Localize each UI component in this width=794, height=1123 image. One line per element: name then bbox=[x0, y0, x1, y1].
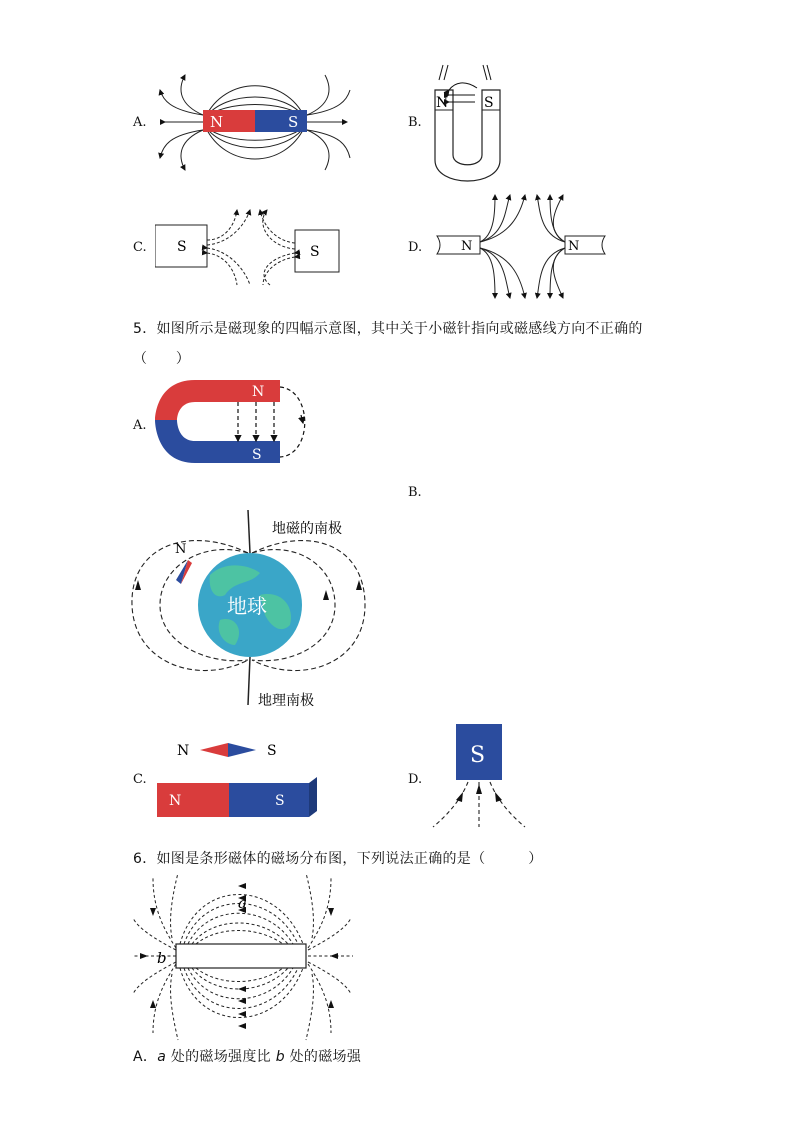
point-a-ref: a bbox=[157, 1049, 167, 1065]
s-pole-label: S bbox=[484, 95, 494, 111]
compass-needle-n bbox=[200, 743, 228, 757]
q4-option-b-figure bbox=[425, 60, 515, 185]
left-pole-label: S bbox=[177, 239, 187, 255]
point-b-ref: b bbox=[275, 1049, 285, 1065]
q5-option-b-earth-figure bbox=[130, 505, 370, 715]
point-b-label: b bbox=[157, 949, 167, 967]
q4-option-a-figure bbox=[155, 70, 355, 175]
s-pole-label: S bbox=[470, 743, 486, 768]
q5-option-c-figure bbox=[155, 735, 325, 825]
q5-option-a-figure bbox=[155, 375, 320, 470]
geographic-south-label: 地理南极 bbox=[258, 693, 314, 709]
q4-option-a-label[interactable]: A. bbox=[133, 115, 147, 130]
bar-n-label: N bbox=[169, 793, 182, 809]
q4-option-b-label[interactable]: B. bbox=[408, 115, 422, 130]
left-n-label: N bbox=[461, 239, 473, 254]
n-pole-label: N bbox=[436, 95, 449, 111]
q6-option-a-prefix: A． bbox=[133, 1049, 158, 1065]
compass-needle-s bbox=[228, 743, 256, 757]
q5-option-d-label[interactable]: D. bbox=[408, 772, 423, 787]
right-n-label: N bbox=[568, 239, 580, 254]
point-a-label: a bbox=[238, 894, 247, 912]
s-pole-label: S bbox=[288, 113, 299, 131]
q5-option-d-figure bbox=[430, 722, 530, 832]
n-pole-label: N bbox=[210, 113, 224, 131]
q6-option-a[interactable] bbox=[133, 1046, 361, 1066]
q4-option-c-figure bbox=[155, 205, 345, 290]
earth-label: 地球 bbox=[227, 594, 267, 618]
needle-n-label: N bbox=[177, 743, 190, 759]
q5-option-b-label[interactable]: B. bbox=[408, 485, 422, 500]
geomagnetic-south-label: 地磁的南极 bbox=[272, 521, 342, 537]
needle-n-label: N bbox=[175, 542, 187, 557]
bar-north bbox=[157, 783, 229, 817]
needle-s-label: S bbox=[267, 743, 277, 759]
q4-option-c-label[interactable]: C. bbox=[133, 240, 147, 255]
q5-option-a-label[interactable]: A. bbox=[133, 418, 147, 433]
bar-magnet bbox=[176, 944, 306, 968]
bar-s-label: S bbox=[275, 793, 285, 809]
n-pole-label: N bbox=[252, 384, 265, 400]
s-pole-label: S bbox=[252, 447, 262, 463]
q5-option-c-label[interactable]: C. bbox=[133, 772, 147, 787]
right-pole-label: S bbox=[310, 244, 320, 260]
q6-option-a-suffix: 处的磁场强 bbox=[284, 1049, 362, 1065]
q4-option-d-label[interactable]: D. bbox=[408, 240, 423, 255]
q5-answer-paren[interactable]: （ ） bbox=[133, 351, 191, 367]
bar-south bbox=[255, 110, 307, 132]
q6-bar-magnet-field-figure bbox=[128, 868, 358, 1043]
bar-south bbox=[229, 783, 309, 817]
q4-option-d-figure bbox=[435, 190, 610, 302]
q5-stem: 5．如图所示是磁现象的四幅示意图，其中关于小磁针指向或磁感线方向不正确的 bbox=[133, 321, 643, 337]
q6-stem: 6．如图是条形磁体的磁场分布图，下列说法正确的是（ ） bbox=[133, 851, 543, 867]
q6-option-a-text: 处的磁场强度比 bbox=[166, 1049, 276, 1065]
